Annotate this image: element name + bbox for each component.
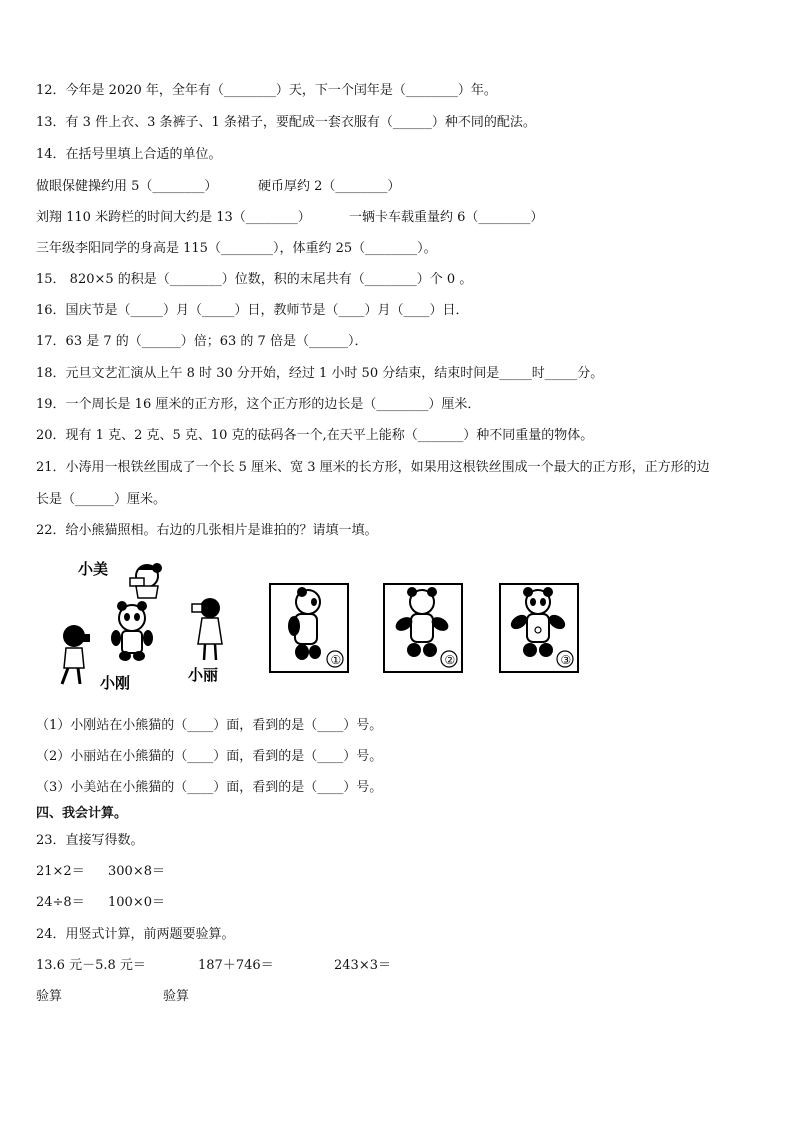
q22-sub-3: （3）小美站在小熊猫的（____）面，看到的是（____）号。 (36, 780, 383, 795)
panda-figure (111, 601, 153, 661)
q24-item-2: 187＋746＝ (198, 958, 274, 973)
q22-sub-2: （2）小丽站在小熊猫的（____）面，看到的是（____）号。 (36, 749, 383, 764)
label-xiaogang: 小刚 (100, 674, 131, 692)
panda-photo-figure (52, 556, 592, 696)
q14-item-2: 硬币厚约 2（________） (258, 179, 401, 194)
xiaoli-figure (192, 598, 222, 660)
q21-line-2: 长是（______）厘米。 (36, 492, 167, 507)
photo-1 (270, 584, 348, 672)
q16: 16．国庆节是（_____）月（_____）日，教师节是（____）月（____）日． (36, 303, 469, 318)
q17: 17．63 是 7 的（______）倍；63 的 7 倍是（______）． (36, 334, 368, 349)
q23-item-3: 24÷8＝ (36, 895, 85, 910)
photo-3 (500, 584, 578, 672)
svg-text:②: ② (444, 653, 456, 667)
xiaogang-figure (62, 625, 90, 684)
q14-item-3: 刘翔 110 米跨栏的时间大约是 13（________） (36, 210, 311, 225)
q20: 20．现有 1 克、2 克、5 克、10 克的砝码各一个,在天平上能称（_______）种不同重量的物体。 (36, 428, 594, 443)
label-xiaoli: 小丽 (188, 666, 219, 684)
q23-item-4: 100×0＝ (108, 895, 165, 910)
svg-text:③: ③ (560, 653, 572, 667)
q21-line-1: 21．小涛用一根铁丝围成了一个长 5 厘米、宽 3 厘米的长方形，如果用这根铁丝围成一个最大的正方形，正方形的边 (36, 460, 710, 475)
photo-2 (384, 584, 462, 672)
q24: 24．用竖式计算，前两题要验算。 (36, 927, 235, 942)
check-label-2: 验算 (163, 989, 190, 1004)
q24-item-3: 243×3＝ (334, 958, 391, 973)
q24-item-1: 13.6 元－5.8 元＝ (36, 958, 146, 973)
q18: 18．元旦文艺汇演从上午 8 时 30 分开始，经过 1 小时 50 分结束，结束时间是_____时_____分。 (36, 366, 604, 381)
q19: 19．一个周长是 16 厘米的正方形，这个正方形的边长是（________）厘米． (36, 397, 481, 412)
section-4-heading: 四、我会计算。 (36, 806, 128, 821)
q14-item-1: 做眼保健操约用 5（________） (36, 179, 218, 194)
q23-item-2: 300×8＝ (108, 864, 165, 879)
q12: 12．今年是 2020 年，全年有（________）天，下一个闰年是（________）年。 (36, 83, 497, 98)
q22-sub-1: （1）小刚站在小熊猫的（____）面，看到的是（____）号。 (36, 718, 383, 733)
q14-item-4: 一辆卡车载重量约 6（________） (349, 210, 544, 225)
q13: 13．有 3 件上衣、3 条裤子、1 条裙子，要配成一套衣服有（______）种不同的配法。 (36, 115, 536, 130)
svg-text:①: ① (330, 653, 342, 667)
q15: 15． 820×5 的积是（________）位数，积的末尾共有（________）个 0 。 (36, 272, 473, 287)
label-xiaomei: 小美 (78, 560, 109, 578)
q14: 14．在括号里填上合适的单位。 (36, 147, 222, 162)
q23: 23．直接写得数。 (36, 833, 144, 848)
xiaomei-figure (130, 563, 162, 598)
q14-item-5: 三年级李阳同学的身高是 115（________），体重约 25（________）。 (36, 241, 437, 256)
q22: 22．给小熊猫照相。右边的几张相片是谁拍的？请填一填。 (36, 523, 378, 538)
q23-item-1: 21×2＝ (36, 864, 85, 879)
check-label-1: 验算 (36, 989, 63, 1004)
